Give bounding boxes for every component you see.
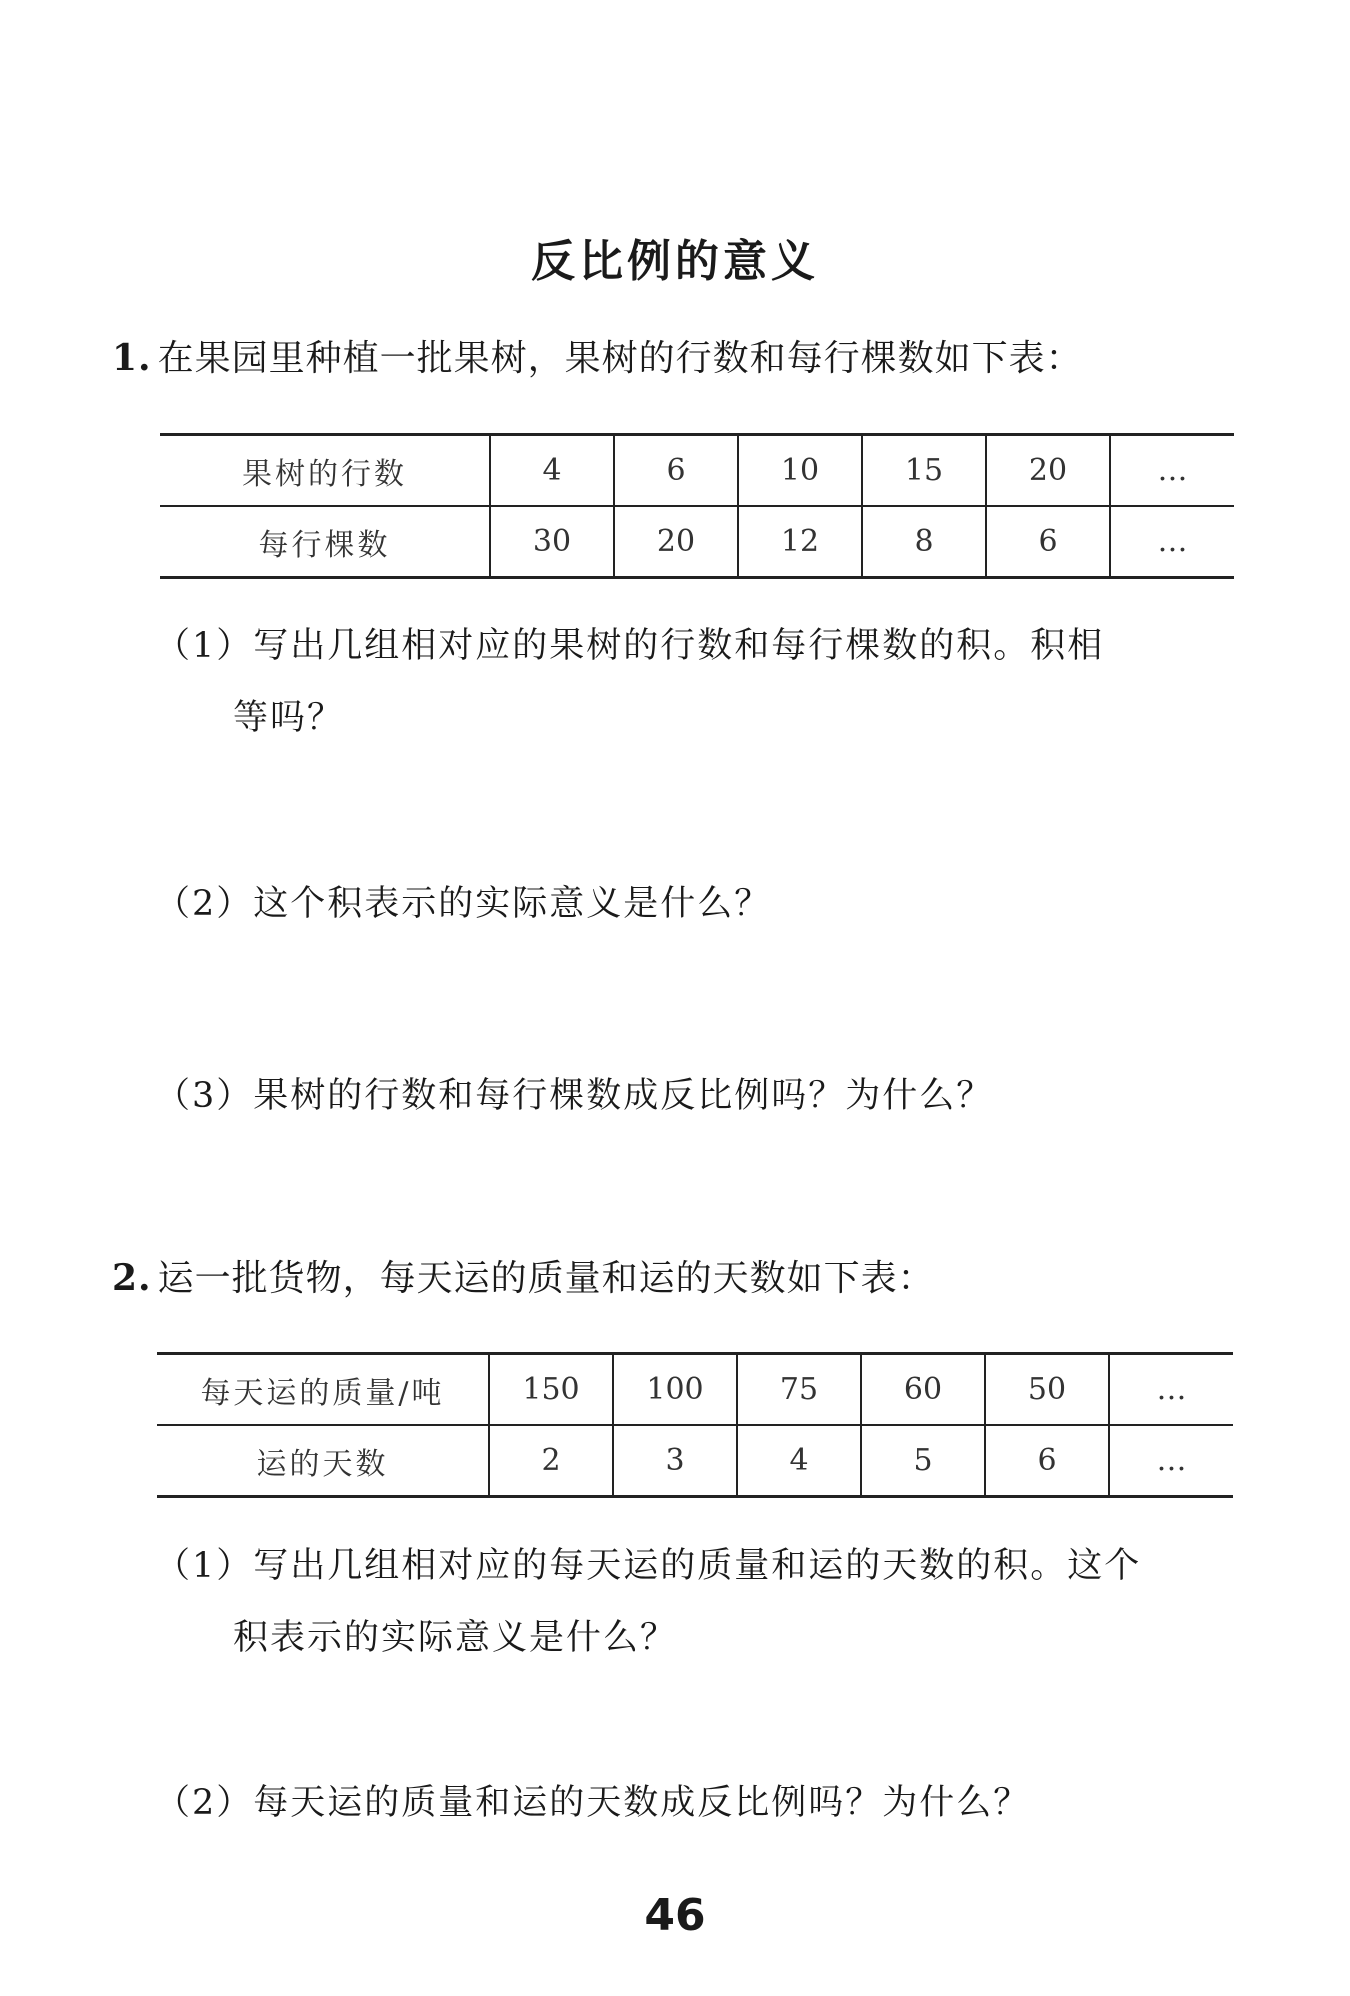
table-cell: 4 bbox=[737, 1425, 861, 1497]
question-label: （1） bbox=[155, 1546, 254, 1586]
table-cell: 8 bbox=[862, 506, 986, 578]
table-cell: 6 bbox=[986, 506, 1110, 578]
table-cell: 60 bbox=[861, 1354, 985, 1426]
table-row bbox=[160, 435, 1234, 507]
table-cell: … bbox=[1110, 435, 1234, 507]
problem-text: 运一批货物，每天运的质量和运的天数如下表： bbox=[157, 1258, 935, 1299]
row-header: 果树的行数 bbox=[160, 435, 490, 507]
question-label: （1） bbox=[155, 626, 254, 666]
table-cell: 12 bbox=[738, 506, 862, 578]
table-cell: 4 bbox=[490, 435, 614, 507]
question-text: 写出几组相对应的每天运的质量和运的天数的积。这个 bbox=[253, 1546, 1142, 1586]
table-row bbox=[157, 1354, 1233, 1426]
table-row bbox=[157, 1425, 1233, 1497]
table-cell: 150 bbox=[489, 1354, 613, 1426]
cargo-table bbox=[157, 1352, 1233, 1498]
table-cell: 2 bbox=[489, 1425, 613, 1497]
question-text-continued: 积表示的实际意义是什么？ bbox=[233, 1618, 678, 1658]
question-label: （3） bbox=[155, 1076, 254, 1116]
question-text-continued: 等吗？ bbox=[233, 698, 345, 738]
question-text: 这个积表示的实际意义是什么？ bbox=[253, 884, 772, 924]
table-cell: … bbox=[1110, 506, 1234, 578]
problem-2-statement bbox=[112, 1250, 935, 1301]
table-cell: … bbox=[1109, 1354, 1233, 1426]
question-text: 果树的行数和每行棵数成反比例吗？为什么？ bbox=[253, 1076, 994, 1116]
table-cell: 75 bbox=[737, 1354, 861, 1426]
problem-1-statement bbox=[112, 330, 1083, 381]
table-cell: 6 bbox=[614, 435, 738, 507]
table-cell: 10 bbox=[738, 435, 862, 507]
page-title: 反比例的意义 bbox=[531, 236, 819, 287]
question-text: 写出几组相对应的果树的行数和每行棵数的积。积相 bbox=[253, 626, 1105, 666]
page-number: 46 bbox=[644, 1890, 706, 1941]
table-cell: 50 bbox=[985, 1354, 1109, 1426]
question-1-2 bbox=[155, 868, 1235, 940]
table-cell: 3 bbox=[613, 1425, 737, 1497]
table-cell: 100 bbox=[613, 1354, 737, 1426]
table-cell: 6 bbox=[985, 1425, 1109, 1497]
question-text: 每天运的质量和运的天数成反比例吗？为什么？ bbox=[253, 1783, 1031, 1823]
row-header: 每行棵数 bbox=[160, 506, 490, 578]
question-1-1 bbox=[155, 610, 1235, 754]
question-1-3 bbox=[155, 1060, 1235, 1132]
question-label: （2） bbox=[155, 1783, 254, 1823]
question-label: （2） bbox=[155, 884, 254, 924]
table-cell: 5 bbox=[861, 1425, 985, 1497]
question-2-1 bbox=[155, 1530, 1235, 1674]
table-cell: 20 bbox=[986, 435, 1110, 507]
problem-text: 在果园里种植一批果树，果树的行数和每行棵数如下表： bbox=[157, 338, 1083, 379]
trees-table bbox=[160, 433, 1234, 579]
table-cell: 30 bbox=[490, 506, 614, 578]
question-2-2 bbox=[155, 1767, 1235, 1839]
problem-number: 2. bbox=[112, 1257, 152, 1299]
table-cell: 20 bbox=[614, 506, 738, 578]
table-row bbox=[160, 506, 1234, 578]
table-cell: 15 bbox=[862, 435, 986, 507]
row-header: 运的天数 bbox=[157, 1425, 489, 1497]
table-cell: … bbox=[1109, 1425, 1233, 1497]
row-header: 每天运的质量/吨 bbox=[157, 1354, 489, 1426]
problem-number: 1. bbox=[112, 337, 152, 379]
